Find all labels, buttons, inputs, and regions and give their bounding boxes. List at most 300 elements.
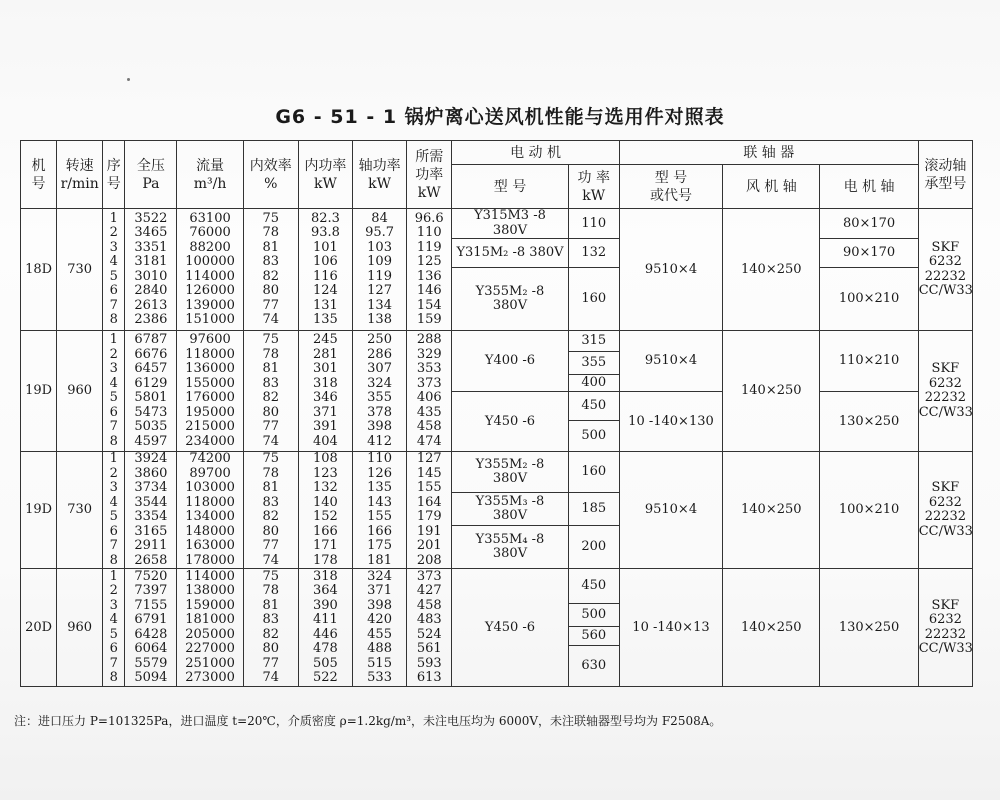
cell-value: 7397 — [134, 583, 168, 598]
required-power-list — [407, 452, 452, 569]
cell-value: 127 — [367, 283, 392, 298]
cell-value: 3 — [109, 361, 118, 376]
cell-value: 176000 — [185, 390, 235, 405]
cell-value: 83 — [262, 375, 280, 391]
performance-table — [20, 140, 973, 687]
header-seq: 序 号 — [103, 141, 125, 209]
cell-value: 474 — [416, 433, 442, 449]
flow-list — [177, 331, 243, 452]
cell-value: 251000 — [185, 655, 235, 671]
cell-value: 2 — [109, 346, 118, 362]
motor-shaft: 100×210 — [820, 452, 918, 569]
header-pressure: 全压 Pa — [125, 141, 177, 209]
seq-list — [103, 452, 125, 569]
cell-value: 74 — [262, 312, 280, 327]
cell-value: 390 — [313, 597, 338, 613]
cell-value: 6 — [109, 641, 118, 656]
cell-value: 522 — [313, 670, 338, 685]
cell-value: 178000 — [185, 552, 235, 568]
cell-value: 3010 — [134, 268, 168, 284]
cell-value: 179 — [416, 509, 442, 524]
cell-value: 154 — [416, 297, 442, 313]
cell-line: 22232 — [924, 509, 967, 524]
cell-value: 140 — [313, 494, 338, 510]
cell-value: 208 — [416, 552, 442, 568]
coupling-model: 9510×4 — [619, 209, 722, 331]
cell-value: 81 — [262, 597, 280, 613]
cell-value: 6428 — [134, 626, 168, 642]
shaft-power-list — [353, 452, 407, 569]
cell-value: 110 — [416, 225, 442, 240]
cell-value: 84 — [371, 210, 388, 226]
motor-power: 132 — [568, 239, 619, 268]
motor-shaft: 90×170 — [820, 239, 918, 268]
cell-value: 2840 — [134, 283, 168, 298]
motor-model: Y315M₂ -8 380V — [452, 239, 568, 268]
cell-value: 148000 — [185, 523, 235, 539]
cell-value: 127 — [416, 451, 442, 466]
cell-value: 205000 — [185, 626, 235, 642]
cell-value: 412 — [367, 433, 392, 449]
cell-value: 77 — [262, 538, 280, 553]
cell-value: 6129 — [134, 375, 168, 391]
efficiency-list — [243, 569, 298, 687]
header-coupling-model: 型 号 或代号 — [619, 165, 722, 209]
cell-line: SKF — [931, 597, 960, 613]
cell-value: 125 — [416, 254, 442, 269]
cell-value: 108 — [313, 451, 338, 466]
fan-shaft: 140×250 — [723, 209, 820, 331]
header-bearing: 滚动轴 承型号 — [918, 141, 972, 209]
coupling-model: 10 -140×13 — [619, 569, 722, 687]
cell-value: 373 — [416, 375, 442, 391]
header-motor-power: 功 率 kW — [568, 165, 619, 209]
cell-value: 411 — [313, 612, 338, 627]
cell-value: 593 — [416, 655, 442, 671]
cell-value: 81 — [262, 239, 280, 255]
seq-list — [103, 331, 125, 452]
cell-value: 288 — [416, 332, 442, 347]
cell-value: 75 — [262, 210, 280, 226]
cell-value: 2658 — [134, 552, 168, 568]
cell-value: 7 — [109, 655, 118, 671]
flow-list — [177, 569, 243, 687]
cell-value: 82 — [262, 268, 280, 284]
cell-value: 561 — [416, 641, 442, 656]
header-efficiency: 内效率 % — [243, 141, 298, 209]
cell-value: 118000 — [185, 346, 235, 362]
cell-line: CC/W33 — [918, 641, 973, 656]
cell-line: 6232 — [928, 494, 962, 510]
cell-value: 324 — [367, 568, 392, 584]
cell-value: 4597 — [134, 433, 168, 449]
cell-value: 83 — [262, 494, 280, 510]
seq-list — [103, 569, 125, 687]
cell-value: 159 — [416, 312, 442, 327]
cell-value: 404 — [313, 433, 338, 449]
cell-value: 245 — [313, 332, 338, 347]
cell-value: 6 — [109, 404, 118, 420]
cell-value: 126 — [367, 465, 392, 481]
cell-value: 80 — [262, 404, 280, 420]
cell-value: 106 — [313, 254, 338, 269]
cell-value: 134 — [367, 297, 392, 313]
cell-value: 7 — [109, 538, 118, 553]
fan-shaft: 140×250 — [723, 331, 820, 452]
efficiency-list — [243, 331, 298, 452]
motor-power: 160 — [568, 452, 619, 493]
cell-value: 191 — [416, 523, 442, 539]
cell-value: 515 — [367, 655, 392, 671]
cell-value: 163000 — [185, 538, 235, 553]
speed: 960 — [57, 569, 103, 687]
cell-line: 380V — [492, 546, 528, 561]
cell-value: 6787 — [134, 332, 168, 347]
cell-value: 398 — [367, 419, 392, 434]
cell-value: 101 — [313, 239, 338, 255]
cell-line: 380V — [492, 508, 528, 523]
cell-value: 116 — [313, 268, 338, 284]
cell-value: 5 — [109, 390, 118, 405]
motor-shaft: 110×210 — [820, 331, 918, 392]
cell-value: 273000 — [185, 670, 235, 685]
cell-value: 166 — [313, 523, 338, 539]
motor-shaft: 130×250 — [820, 569, 918, 687]
cell-value: 4 — [109, 254, 118, 269]
motor-model: Y450 -6 — [452, 392, 568, 452]
cell-value: 427 — [416, 583, 442, 598]
motor-power: 630 — [568, 646, 619, 687]
cell-value: 3354 — [134, 509, 168, 524]
cell-value: 82 — [262, 626, 280, 642]
motor-model: Y450 -6 — [452, 569, 568, 687]
cell-value: 406 — [416, 390, 442, 405]
cell-value: 318 — [313, 375, 338, 391]
cell-value: 143 — [367, 494, 392, 510]
flow-list — [177, 452, 243, 569]
cell-value: 136 — [416, 268, 442, 284]
cell-value: 613 — [416, 670, 442, 685]
cell-value: 6 — [109, 523, 118, 539]
cell-value: 118000 — [185, 494, 235, 510]
cell-value: 1 — [109, 210, 118, 226]
cell-value: 3 — [109, 480, 118, 495]
cell-value: 97600 — [189, 332, 231, 347]
motor-power: 160 — [568, 268, 619, 331]
pressure-list — [125, 209, 177, 331]
cell-value: 3 — [109, 239, 118, 255]
motor-power: 450 — [568, 392, 619, 421]
cell-value: 5 — [109, 509, 118, 524]
pressure-list — [125, 331, 177, 452]
motor-power: 500 — [568, 604, 619, 627]
cell-value: 159000 — [185, 597, 235, 613]
cell-value: 78 — [262, 583, 280, 598]
header-motor-model: 型 号 — [452, 165, 568, 209]
header-motor: 电 动 机 — [452, 141, 620, 165]
motor-model — [452, 493, 568, 526]
cell-value: 7 — [109, 419, 118, 434]
cell-value: 139000 — [185, 297, 235, 313]
cell-value: 329 — [416, 346, 442, 362]
cell-line: 22232 — [924, 268, 967, 284]
cell-value: 3860 — [134, 465, 168, 481]
cell-value: 371 — [367, 583, 392, 598]
motor-shaft: 100×210 — [820, 268, 918, 331]
bearing-model — [918, 331, 972, 452]
cell-value: 2386 — [134, 312, 168, 327]
cell-value: 132 — [313, 480, 338, 495]
cell-value: 3544 — [134, 494, 168, 510]
cell-value: 455 — [367, 626, 392, 642]
cell-value: 318 — [313, 568, 338, 584]
cell-value: 355 — [367, 390, 392, 405]
header-speed: 转速 r/min — [57, 141, 103, 209]
pressure-list — [125, 452, 177, 569]
header-inner-power: 内功率 kW — [298, 141, 352, 209]
cell-value: 181000 — [185, 612, 235, 627]
cell-value: 75 — [262, 332, 280, 347]
header-motor-shaft: 电 机 轴 — [820, 165, 918, 209]
coupling-model: 9510×4 — [619, 331, 722, 392]
cell-value: 1 — [109, 568, 118, 584]
cell-value: 126000 — [185, 283, 235, 298]
cell-line: Y355M₄ -8 — [475, 531, 545, 547]
cell-value: 5035 — [134, 419, 168, 434]
cell-value: 131 — [313, 297, 338, 313]
cell-value: 398 — [367, 597, 392, 613]
cell-value: 234000 — [185, 433, 235, 449]
cell-value: 74 — [262, 670, 280, 685]
inner-power-list — [298, 209, 352, 331]
cell-value: 2 — [109, 583, 118, 598]
cell-value: 5801 — [134, 390, 168, 405]
coupling-model: 9510×4 — [619, 452, 722, 569]
cell-value: 155 — [367, 509, 392, 524]
cell-value: 4 — [109, 375, 118, 391]
cell-value: 478 — [313, 641, 338, 656]
cell-value: 80 — [262, 283, 280, 298]
cell-value: 109 — [367, 254, 392, 269]
cell-value: 6791 — [134, 612, 168, 627]
header-flow: 流量 m³/h — [177, 141, 243, 209]
cell-value: 346 — [313, 390, 338, 405]
cell-line: 380V — [492, 298, 528, 313]
cell-value: 3924 — [134, 451, 168, 466]
cell-value: 2 — [109, 465, 118, 481]
motor-model — [452, 526, 568, 569]
efficiency-list — [243, 209, 298, 331]
seq-list — [103, 209, 125, 331]
cell-value: 3 — [109, 597, 118, 613]
cell-value: 80 — [262, 523, 280, 539]
coupling-model: 10 -140×130 — [619, 392, 722, 452]
cell-value: 77 — [262, 297, 280, 313]
cell-line: 6232 — [928, 612, 962, 627]
cell-value: 74 — [262, 433, 280, 449]
cell-value: 78 — [262, 225, 280, 240]
cell-value: 138000 — [185, 583, 235, 598]
motor-power: 400 — [568, 375, 619, 392]
cell-value: 103000 — [185, 480, 235, 495]
cell-value: 82.3 — [310, 210, 340, 226]
cell-value: 373 — [416, 568, 442, 584]
shaft-power-list — [353, 209, 407, 331]
cell-value: 3522 — [134, 210, 168, 226]
cell-value: 181 — [367, 552, 392, 568]
cell-value: 8 — [109, 670, 118, 685]
cell-value: 78 — [262, 346, 280, 362]
cell-value: 88200 — [189, 239, 231, 255]
cell-value: 151000 — [185, 312, 235, 327]
cell-value: 1 — [109, 332, 118, 347]
cell-value: 5579 — [134, 655, 168, 671]
cell-value: 96.6 — [414, 210, 444, 226]
cell-value: 63100 — [189, 210, 231, 226]
machine-no: 18D — [21, 209, 57, 331]
cell-value: 171 — [313, 538, 338, 553]
pressure-list — [125, 569, 177, 687]
cell-value: 227000 — [185, 641, 235, 656]
cell-value: 505 — [313, 655, 338, 671]
cell-value: 166 — [367, 523, 392, 539]
cell-value: 124 — [313, 283, 338, 298]
speed: 730 — [57, 452, 103, 569]
cell-value: 7155 — [134, 597, 168, 613]
bearing-model — [918, 209, 972, 331]
cell-value: 145 — [416, 465, 442, 481]
motor-power: 315 — [568, 331, 619, 352]
cell-line: CC/W33 — [918, 404, 973, 420]
dust-speck — [127, 78, 130, 81]
cell-value: 152 — [313, 509, 338, 524]
cell-value: 3165 — [134, 523, 168, 539]
cell-value: 135 — [313, 312, 338, 327]
cell-line: Y355M₂ -8 — [475, 283, 545, 299]
cell-line: Y355M₂ -8 — [475, 456, 545, 472]
cell-value: 77 — [262, 419, 280, 434]
required-power-list — [407, 209, 452, 331]
inner-power-list — [298, 331, 352, 452]
cell-value: 6457 — [134, 361, 168, 376]
cell-value: 5473 — [134, 404, 168, 420]
cell-value: 420 — [367, 612, 392, 627]
required-power-list — [407, 569, 452, 687]
cell-value: 119 — [416, 239, 442, 255]
cell-value: 164 — [416, 494, 442, 510]
motor-power: 560 — [568, 627, 619, 646]
cell-value: 82 — [262, 390, 280, 405]
cell-value: 8 — [109, 552, 118, 568]
header-machine-no: 机 号 — [21, 141, 57, 209]
machine-no: 20D — [21, 569, 57, 687]
cell-value: 134000 — [185, 509, 235, 524]
cell-value: 533 — [367, 670, 392, 685]
cell-value: 83 — [262, 612, 280, 627]
cell-value: 138 — [367, 312, 392, 327]
cell-value: 2 — [109, 225, 118, 240]
cell-value: 488 — [367, 641, 392, 656]
cell-value: 75 — [262, 451, 280, 466]
cell-line: SKF — [931, 239, 960, 255]
cell-value: 371 — [313, 404, 338, 420]
cell-value: 178 — [313, 552, 338, 568]
shaft-power-list — [353, 569, 407, 687]
cell-value: 175 — [367, 538, 392, 553]
cell-value: 391 — [313, 419, 338, 434]
cell-line: 22232 — [924, 390, 967, 405]
cell-line: 380V — [492, 471, 528, 486]
cell-value: 3351 — [134, 239, 168, 255]
cell-value: 78 — [262, 465, 280, 481]
cell-value: 81 — [262, 480, 280, 495]
footnote: 注：进口压力 P=101325Pa，进口温度 t=20℃，介质密度 ρ=1.2kg/m³，未注电压均为 6000V，未注联轴器型号均为 F2508A。 — [14, 714, 722, 728]
inner-power-list — [298, 569, 352, 687]
motor-shaft: 130×250 — [820, 392, 918, 452]
cell-value: 6 — [109, 283, 118, 298]
motor-model: Y400 -6 — [452, 331, 568, 392]
cell-value: 2613 — [134, 297, 168, 313]
cell-value: 324 — [367, 375, 392, 391]
cell-value: 95.7 — [365, 225, 395, 240]
motor-model — [452, 209, 568, 239]
cell-value: 458 — [416, 419, 442, 434]
cell-value: 136000 — [185, 361, 235, 376]
header-shaft-power: 轴功率 kW — [353, 141, 407, 209]
header-fan-shaft: 风 机 轴 — [723, 165, 820, 209]
cell-value: 3734 — [134, 480, 168, 495]
cell-value: 3181 — [134, 254, 168, 269]
cell-value: 74200 — [189, 451, 231, 466]
cell-value: 76000 — [189, 225, 231, 240]
cell-value: 378 — [367, 404, 392, 420]
cell-value: 6676 — [134, 346, 168, 362]
cell-value: 89700 — [189, 465, 231, 481]
cell-value: 250 — [367, 332, 392, 347]
machine-no: 19D — [21, 452, 57, 569]
cell-value: 119 — [367, 268, 392, 284]
cell-value: 364 — [313, 583, 338, 598]
cell-line: Y315M3 -8 — [474, 208, 546, 223]
cell-value: 83 — [262, 254, 280, 269]
motor-power: 500 — [568, 421, 619, 452]
required-power-list — [407, 331, 452, 452]
motor-power: 355 — [568, 352, 619, 375]
cell-value: 215000 — [185, 419, 235, 434]
cell-value: 7520 — [134, 568, 168, 584]
bearing-model — [918, 569, 972, 687]
cell-value: 5094 — [134, 670, 168, 685]
cell-value: 8 — [109, 312, 118, 327]
cell-value: 135 — [367, 480, 392, 495]
cell-line: 6232 — [928, 375, 962, 391]
cell-value: 446 — [313, 626, 338, 642]
motor-power: 200 — [568, 526, 619, 569]
machine-no: 19D — [21, 331, 57, 452]
page-title: G6 - 51 - 1 锅炉离心送风机性能与选用件对照表 — [275, 106, 725, 128]
cell-value: 195000 — [185, 404, 235, 420]
header-coupling: 联 轴 器 — [619, 141, 918, 165]
cell-value: 77 — [262, 655, 280, 671]
cell-value: 1 — [109, 451, 118, 466]
header-required-power: 所需 功率 kW — [407, 141, 452, 209]
efficiency-list — [243, 452, 298, 569]
cell-value: 201 — [416, 538, 442, 553]
cell-value: 80 — [262, 641, 280, 656]
cell-value: 458 — [416, 597, 442, 613]
cell-value: 110 — [367, 451, 392, 466]
cell-value: 2911 — [134, 538, 168, 553]
